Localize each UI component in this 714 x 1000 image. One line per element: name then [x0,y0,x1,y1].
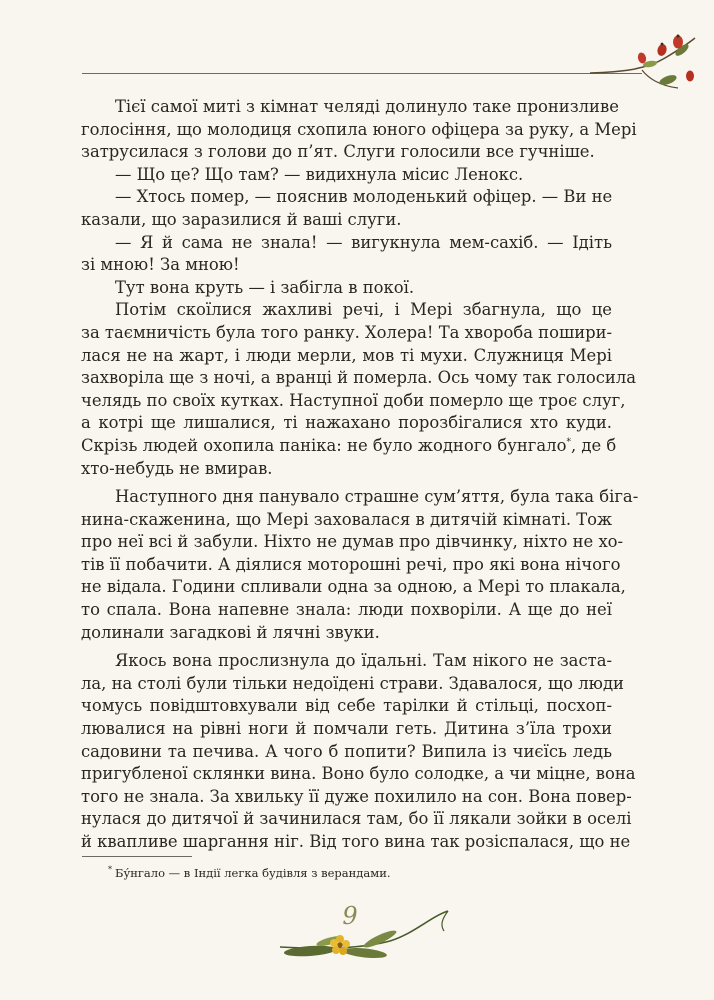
flower-sprig-icon [270,905,470,975]
text-line: Потім скоїлися жахливі речі, і Мері збагнула, що це [115,300,612,320]
text-line: зі мною! За мною! [81,255,240,275]
text-line: тів її побачити. А діялися моторошні речі, про які вона нічого [81,554,621,574]
header-rule [82,73,642,74]
text-line: й квапливе шаргання ніг. Від того вина так розіспалася, що не [81,832,631,851]
footnote-term: Бу́нгало [115,866,165,880]
text-line-content: Скрізь людей охопила паніка: не було жодного бунгало [81,435,567,455]
text-line: челядь по своїх кутках. Наступної доби померло ще троє слуг, [81,390,626,410]
text-line: Тут вона круть — і забігла в покої. [115,277,415,297]
text-line: за таємничість була того ранку. Холера! Та хвороба пошири- [81,322,613,342]
text-line: а котрі ще лишалися, ті нажахано порозбігалися хто куди. [81,413,612,433]
text-line: лася не на жарт, і люди мерли, мов ті мухи. Служниця Мері [81,345,612,365]
text-line: Наступного дня панувало страшне сум’яття, була така біга- [115,487,639,507]
text-line: долинали загадкові й лячні звуки. [81,622,380,642]
text-line: чомусь повідштовхували від себе тарілки й стільці, посхоп- [81,696,612,716]
footnote-rule [82,856,192,857]
text-line: ла, на столі були тільки недоїдені страви. Здавалося, що люди [81,673,624,693]
text-line: Скрізь людей охопила паніка: не було жодного бунгало*, де б [81,435,617,455]
text-line: голосіння, що молодиця схопила юного офіцера за руку, а Мері [81,119,637,139]
footnote-mark: * [108,865,112,875]
text-line: нина-скаженина, що Мері заховалася в дитячій кімнаті. Тож [81,509,613,529]
text-line: не відала. Години спливали одна за одною, а Мері то плакала, [81,577,626,597]
text-line: затрусилася з голови до п’ят. Слуги голосили все гучніше. [81,142,595,162]
text-line: пригубленої склянки вина. Воно було солодке, а чи міцне, вона [81,764,636,784]
text-line: лювалися на рівні ноги й помчали геть. Дитина з’їла трохи [81,719,612,739]
text-line: садовини та печива. А чого б попити? Випила із чиєїсь ледь [81,741,612,761]
text-line: — Хтось помер, — пояснив молоденький офіцер. — Ви не [115,187,613,207]
text-line: Тієї самої миті з кімнат челяді долинуло таке пронизливе [115,97,619,116]
text-line: того не знала. За хвильку її дуже похилило на сон. Вона повер- [81,786,632,806]
text-line: — Що це? Що там? — видихнула місис Ленокс. [115,164,524,184]
text-line: нулася до дитячої й зачинилася там, бо її лякали зойки в оселі [81,809,632,829]
body-text [81,96,639,854]
text-line: Якось вона прослизнула до їдальні. Там нікого не заста- [115,651,612,671]
rosehip-branch-icon [590,28,700,98]
text-line: хто-небудь не вмирав. [81,458,273,478]
text-line: казали, що заразилися й ваші слуги. [81,209,402,229]
page-number: 9 [342,902,358,930]
footnote [108,866,391,880]
text-line: — Я й сама не знала! — вигукнула мем-сахіб. — Ідіть [115,232,612,252]
footnote-text: — в Індії легка будівля з верандами. [165,866,391,880]
text-line: захворіла ще з ночі, а вранці й померла. Ось чому так голосила [81,368,637,388]
text-line: то спала. Вона напевне знала: люди похворіли. А ще до неї [81,600,612,620]
footnote-reference: * [566,437,571,448]
text-line: про неї всі й забули. Ніхто не думав про дівчинку, ніхто не хо- [81,532,624,552]
